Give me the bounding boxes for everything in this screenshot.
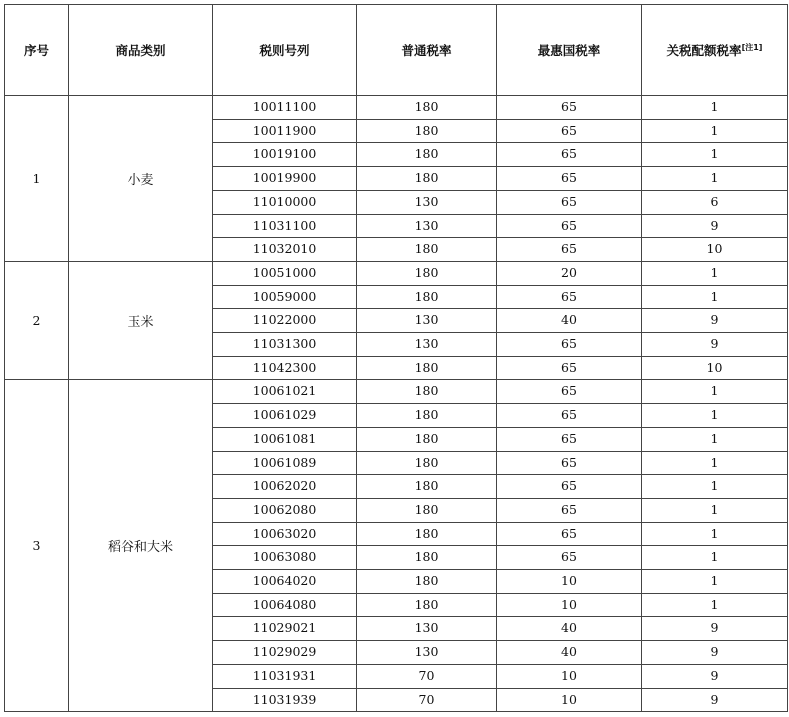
quota-rate-cell: 9 xyxy=(642,617,788,641)
general-rate-cell: 180 xyxy=(357,261,497,285)
header-general-rate: 普通税率 xyxy=(357,5,497,96)
quota-rate-cell: 9 xyxy=(642,214,788,238)
tariff-table xyxy=(4,4,788,712)
quota-rate-cell: 1 xyxy=(642,96,788,120)
quota-rate-cell: 1 xyxy=(642,427,788,451)
mfn-rate-cell: 20 xyxy=(497,261,642,285)
general-rate-cell: 130 xyxy=(357,333,497,357)
general-rate-cell: 180 xyxy=(357,404,497,428)
header-category: 商品类别 xyxy=(69,5,213,96)
tariff-code-cell: 11031939 xyxy=(213,688,357,712)
tariff-code-cell: 10019100 xyxy=(213,143,357,167)
quota-rate-cell: 1 xyxy=(642,404,788,428)
category-cell: 小麦 xyxy=(69,96,213,262)
table-row xyxy=(5,380,788,404)
tariff-code-cell: 10063080 xyxy=(213,546,357,570)
general-rate-cell: 180 xyxy=(357,380,497,404)
quota-rate-cell: 1 xyxy=(642,167,788,191)
quota-rate-cell: 1 xyxy=(642,119,788,143)
general-rate-cell: 180 xyxy=(357,522,497,546)
quota-rate-cell: 1 xyxy=(642,143,788,167)
mfn-rate-cell: 65 xyxy=(497,380,642,404)
mfn-rate-cell: 65 xyxy=(497,546,642,570)
quota-rate-cell: 10 xyxy=(642,238,788,262)
seq-cell: 2 xyxy=(5,261,69,380)
tariff-code-cell: 11032010 xyxy=(213,238,357,262)
mfn-rate-cell: 65 xyxy=(497,167,642,191)
header-quota-rate xyxy=(642,5,788,96)
tariff-code-cell: 10061089 xyxy=(213,451,357,475)
tariff-code-cell: 11022000 xyxy=(213,309,357,333)
general-rate-cell: 130 xyxy=(357,214,497,238)
tariff-code-cell: 11042300 xyxy=(213,356,357,380)
quota-rate-cell: 1 xyxy=(642,498,788,522)
quota-rate-cell: 9 xyxy=(642,333,788,357)
mfn-rate-cell: 65 xyxy=(497,190,642,214)
tariff-code-cell: 10061021 xyxy=(213,380,357,404)
quota-rate-cell: 1 xyxy=(642,522,788,546)
tariff-code-cell: 10061029 xyxy=(213,404,357,428)
tariff-code-cell: 10011100 xyxy=(213,96,357,120)
general-rate-cell: 180 xyxy=(357,498,497,522)
seq-cell: 1 xyxy=(5,96,69,262)
general-rate-cell: 130 xyxy=(357,641,497,665)
quota-rate-cell: 1 xyxy=(642,593,788,617)
tariff-code-cell: 10019900 xyxy=(213,167,357,191)
tariff-code-cell: 10011900 xyxy=(213,119,357,143)
general-rate-cell: 180 xyxy=(357,593,497,617)
mfn-rate-cell: 10 xyxy=(497,688,642,712)
tariff-code-cell: 11031931 xyxy=(213,664,357,688)
general-rate-cell: 180 xyxy=(357,96,497,120)
header-seq: 序号 xyxy=(5,5,69,96)
general-rate-cell: 180 xyxy=(357,238,497,262)
tariff-code-cell: 10064020 xyxy=(213,570,357,594)
header-quota-rate-label: 关税配额税率 xyxy=(666,43,742,58)
mfn-rate-cell: 65 xyxy=(497,475,642,499)
mfn-rate-cell: 65 xyxy=(497,404,642,428)
tariff-code-cell: 10062080 xyxy=(213,498,357,522)
tariff-code-cell: 10063020 xyxy=(213,522,357,546)
general-rate-cell: 70 xyxy=(357,688,497,712)
general-rate-cell: 180 xyxy=(357,546,497,570)
tariff-code-cell: 10061081 xyxy=(213,427,357,451)
general-rate-cell: 180 xyxy=(357,570,497,594)
table-row xyxy=(5,261,788,285)
table-row xyxy=(5,96,788,120)
quota-rate-cell: 6 xyxy=(642,190,788,214)
general-rate-cell: 180 xyxy=(357,119,497,143)
general-rate-cell: 180 xyxy=(357,427,497,451)
general-rate-cell: 180 xyxy=(357,475,497,499)
general-rate-cell: 70 xyxy=(357,664,497,688)
quota-rate-cell: 1 xyxy=(642,451,788,475)
quota-rate-cell: 1 xyxy=(642,570,788,594)
quota-rate-cell: 10 xyxy=(642,356,788,380)
header-mfn-rate: 最惠国税率 xyxy=(497,5,642,96)
mfn-rate-cell: 65 xyxy=(497,143,642,167)
mfn-rate-cell: 10 xyxy=(497,570,642,594)
mfn-rate-cell: 40 xyxy=(497,309,642,333)
general-rate-cell: 130 xyxy=(357,617,497,641)
tariff-code-cell: 10064080 xyxy=(213,593,357,617)
tariff-code-cell: 10051000 xyxy=(213,261,357,285)
table-body xyxy=(5,96,788,712)
general-rate-cell: 180 xyxy=(357,167,497,191)
mfn-rate-cell: 65 xyxy=(497,119,642,143)
quota-rate-cell: 9 xyxy=(642,641,788,665)
quota-rate-cell: 9 xyxy=(642,309,788,333)
quota-rate-cell: 9 xyxy=(642,688,788,712)
tariff-code-cell: 11031100 xyxy=(213,214,357,238)
quota-rate-cell: 1 xyxy=(642,546,788,570)
mfn-rate-cell: 65 xyxy=(497,96,642,120)
general-rate-cell: 180 xyxy=(357,143,497,167)
general-rate-cell: 180 xyxy=(357,285,497,309)
mfn-rate-cell: 40 xyxy=(497,641,642,665)
mfn-rate-cell: 40 xyxy=(497,617,642,641)
mfn-rate-cell: 65 xyxy=(497,333,642,357)
mfn-rate-cell: 65 xyxy=(497,356,642,380)
quota-rate-cell: 1 xyxy=(642,380,788,404)
quota-rate-cell: 1 xyxy=(642,285,788,309)
quota-footnote-marker: [注1] xyxy=(741,43,763,52)
mfn-rate-cell: 10 xyxy=(497,664,642,688)
general-rate-cell: 180 xyxy=(357,356,497,380)
quota-rate-cell: 1 xyxy=(642,475,788,499)
tariff-code-cell: 10062020 xyxy=(213,475,357,499)
category-cell: 玉米 xyxy=(69,261,213,380)
general-rate-cell: 130 xyxy=(357,190,497,214)
general-rate-cell: 130 xyxy=(357,309,497,333)
tariff-code-cell: 11029029 xyxy=(213,641,357,665)
tariff-code-cell: 10059000 xyxy=(213,285,357,309)
mfn-rate-cell: 65 xyxy=(497,522,642,546)
header-tariff-code: 税则号列 xyxy=(213,5,357,96)
mfn-rate-cell: 10 xyxy=(497,593,642,617)
tariff-code-cell: 11010000 xyxy=(213,190,357,214)
tariff-code-cell: 11029021 xyxy=(213,617,357,641)
mfn-rate-cell: 65 xyxy=(497,285,642,309)
mfn-rate-cell: 65 xyxy=(497,238,642,262)
mfn-rate-cell: 65 xyxy=(497,451,642,475)
header-row xyxy=(5,5,788,96)
mfn-rate-cell: 65 xyxy=(497,498,642,522)
category-cell: 稻谷和大米 xyxy=(69,380,213,712)
general-rate-cell: 180 xyxy=(357,451,497,475)
mfn-rate-cell: 65 xyxy=(497,427,642,451)
quota-rate-cell: 9 xyxy=(642,664,788,688)
quota-rate-cell: 1 xyxy=(642,261,788,285)
seq-cell: 3 xyxy=(5,380,69,712)
mfn-rate-cell: 65 xyxy=(497,214,642,238)
tariff-code-cell: 11031300 xyxy=(213,333,357,357)
